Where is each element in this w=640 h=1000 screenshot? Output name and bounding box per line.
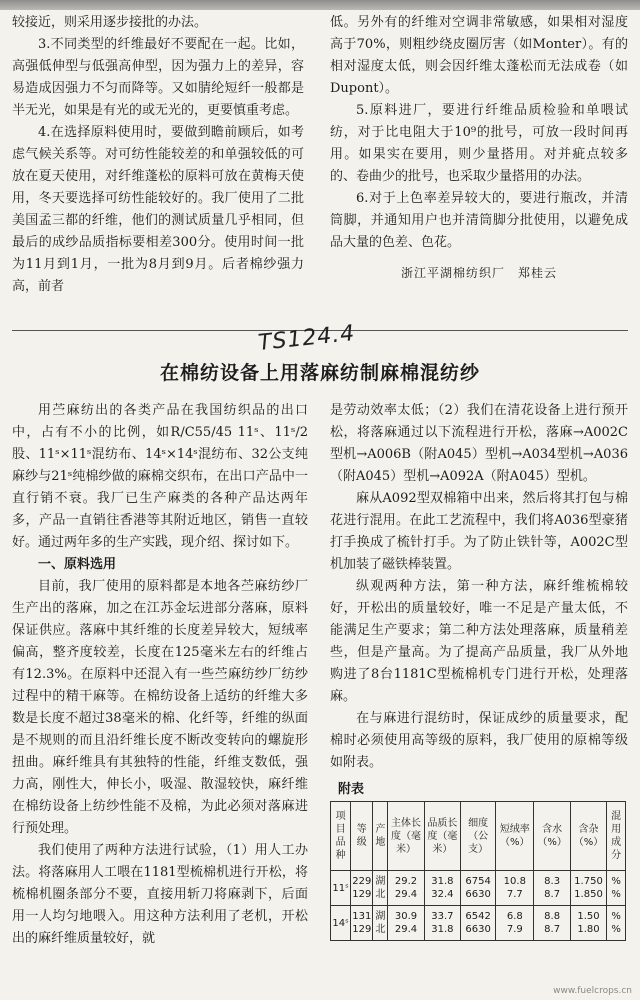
site-watermark: www.fuelcrops.cn — [553, 986, 632, 996]
page-top-band — [0, 0, 640, 10]
table-cell: 33.7 31.8 — [424, 906, 460, 941]
paragraph: 5.原料进厂，要进行纤维品质检验和单喂试纺，对于比电阻大于10⁹的批号，可放一段时间再用。如果实在要用，则少量搭用。对并疵点较多的、卷曲少的批号，也采取少量搭用的办法。 — [330, 103, 628, 184]
paragraph: 用苎麻纺出的各类产品在我国纺织品的出口中，占有不小的比例，如R/C55/45 11ˢ、11ˢ/2股、11ˢ×11ˢ混纺布、14ˢ×14ˢ混纺布、32公支纯麻纱与21ˢ纯棉纱做的麻棉交织布，在出口产品中一直行销不衰。我厂已生产麻类的各种产品达两年多，产品一直销往香港等其附近地区，销售一直较好。通过两年多的生产实践，现介绍、探讨如下。 — [12, 403, 308, 550]
upper-right-column — [330, 12, 628, 284]
handwritten-classification: TS124.4 — [256, 320, 357, 357]
table-cell: 6754 6630 — [461, 871, 496, 906]
section-heading: 一、原料选用 — [38, 557, 117, 572]
paragraph: 4.在选择原料使用时，要做到瞻前顾后，如考虑气候关系等。对可纺性能较差的和单强较低的可放在夏天使用，对纤维蓬松的原料可放在黄梅天使用，冬天要选择可纺性能较好的。我厂使用了二批美国孟三都的纤维，他们的测试质量几乎相同，但最后的成纱品质指标要相差300分。使用时间一批为11月到1月，一批为8月到9月。后者棉纱强力高，前者 — [12, 125, 304, 294]
paragraph: 6.对于上色率差异较大的，要进行瓶改，并清筒脚，并通知用户也并清筒脚分批使用，以避免成品大量的色差、色花。 — [330, 191, 628, 250]
table-cell: 湖北 — [373, 871, 388, 906]
table-cell: 14ˢ — [331, 906, 351, 941]
table-header-cell: 短绒率（%） — [496, 802, 534, 871]
article-left-column — [12, 400, 308, 950]
paragraph: 纵观两种方法，第一种方法，麻纤维梳棉较好，开松出的质量较好，唯一不足是产量太低，不能满足生产要求；第二种方法处理落麻，质量稍差些，但是产量高。为了提高产品质量，我厂从外地购进了8台1181C型梳棉机专门进行开松，处理落麻。 — [330, 579, 628, 704]
table-cell: 8.8 8.7 — [534, 906, 570, 941]
table-cell: 1.50 1.80 — [570, 906, 606, 941]
table-cell: 29.2 29.4 — [388, 871, 424, 906]
table-cell: 31.8 32.4 — [424, 871, 460, 906]
table-cell: % % — [607, 871, 626, 906]
table-header-cell: 品质长度（毫米） — [424, 802, 460, 871]
article-title: 在棉纺设备上用落麻纺制麻棉混纺纱 — [159, 362, 480, 384]
table-cell: 湖北 — [373, 906, 388, 941]
table-row — [331, 871, 626, 906]
paragraph: 是劳动效率太低；（2）我们在清花设备上进行预开松，将落麻通过以下流程进行开松，落麻→A002C型机→A006B（附A045）型机→A034型机→A036（附A045）型机→A092A（附A045）型机。 — [330, 403, 628, 484]
paragraph: 较接近，则采用逐步接批的办法。 — [12, 15, 208, 30]
table-header-row — [331, 802, 626, 871]
table-label: 附表 — [338, 782, 365, 797]
table-cell: % % — [607, 906, 626, 941]
table-header-cell: 项目 品种 — [331, 802, 351, 871]
article-right-column — [330, 400, 628, 941]
author-signature: 浙江平湖棉纺织厂 郑桂云 — [400, 266, 557, 280]
paragraph: 目前，我厂使用的原料都是本地各苎麻纺纱厂生产出的落麻，加之在江苏金坛进部分落麻，原料保证供应。落麻中其纤维的长度差异较大，短绒率偏高，整齐度较差，长度在125毫米左右的纤维占有12.3%。在原料中还混入有一些苎麻纺纱厂纺纱过程中的精干麻等。在棉纺设备上适纺的纤维大多数是长度不超过38毫米的棉、化纤等，纤维的纵面是不规则的而且沿纤维长度不断改变转向的螺旋形扭曲。麻纤维具有其独特的性能，纤维支数低，强力高，刚性大，伸长小，吸湿、散湿较快，麻纤维在棉纺设备上纺纱性能不及棉，为此必须对落麻进行预处理。 — [12, 579, 308, 836]
paragraph: 在与麻进行混纺时，保证成纱的质量要求，配棉时必须使用高等级的原料，我厂使用的原棉等级如附表。 — [330, 711, 628, 770]
table-cell: 10.8 7.7 — [496, 871, 534, 906]
table-row — [331, 906, 626, 941]
table-cell: 30.9 29.4 — [388, 906, 424, 941]
table-cell: 229 129 — [351, 871, 373, 906]
cotton-grade-table — [330, 801, 626, 941]
paragraph: 低。另外有的纤维对空调非常敏感，如果相对湿度高于70%，则粗纱绕皮圈厉害（如Monter）。有的相对湿度太低，则会因纤维太蓬松而无法成卷（如Dupont）。 — [330, 15, 628, 96]
table-header-cell: 含杂（%） — [570, 802, 606, 871]
table-cell: 131 129 — [351, 906, 373, 941]
upper-left-column — [12, 12, 304, 298]
table-cell: 6542 6630 — [461, 906, 496, 941]
table-cell: 6.8 7.9 — [496, 906, 534, 941]
table-cell: 11ˢ — [331, 871, 351, 906]
paragraph: 麻从A092型双棉箱中出来，然后将其打包与棉花进行混用。在此工艺流程中，我们将A036型豪猪打手换成了梳针打手。为了防止铁针等，A002C型机加装了磁铁棒装置。 — [330, 491, 628, 572]
paragraph: 3.不同类型的纤维最好不要配在一起。比如，高强低伸型与低强高伸型，因为强力上的差异，容易造成因强力不匀而降等。又如腈纶短纤一般都是半无光，如果是有光的或无光的，更要慎重考虑。 — [12, 37, 304, 118]
paragraph: 我们使用了两种方法进行试验，（1）用人工办法。将落麻用人工喂在1181型梳棉机进行开松，将梳棉机圈条部分不要，直接用斩刀将麻剥下，后面用一人均匀地喂入。用这种方法利用了老机，开松出的麻纤维质量较好，就 — [12, 843, 308, 946]
table-header-cell: 产地 — [373, 802, 388, 871]
table-header-cell: 含水（%） — [534, 802, 570, 871]
table-header-cell: 主体长度（毫米） — [388, 802, 424, 871]
table-cell: 1.750 1.850 — [570, 871, 606, 906]
table-header-cell: 等级 — [351, 802, 373, 871]
table-header-cell: 混用成分 — [607, 802, 626, 871]
table-cell: 8.3 8.7 — [534, 871, 570, 906]
table-header-cell: 细度（公支） — [461, 802, 496, 871]
